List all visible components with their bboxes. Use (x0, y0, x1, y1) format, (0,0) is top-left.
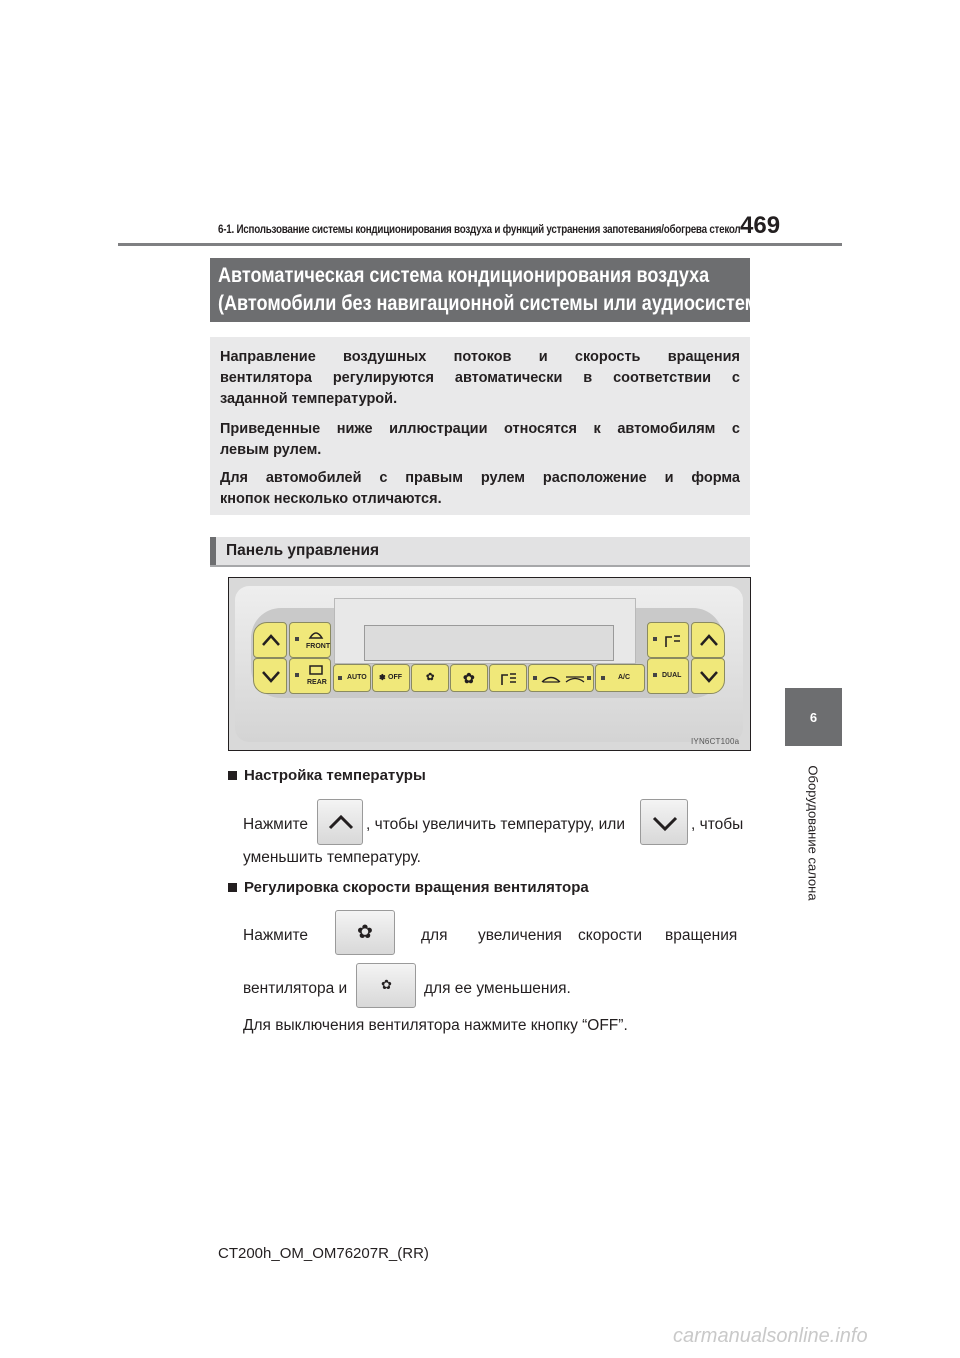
watermark: carmanualsonline.info (673, 1325, 868, 1347)
indicator-led (601, 676, 605, 680)
section-title-line2: (Автомобили без навигационной системы или аудиосистемы Lexus) (218, 292, 837, 315)
section-title-box (210, 258, 837, 322)
indicator-led (653, 637, 657, 641)
heading-accent-bar (210, 537, 216, 565)
fan-up-icon-box (335, 910, 395, 955)
fan-text-l3: Для выключения вентилятора нажмите кнопку “OFF”. (243, 1017, 628, 1034)
temp-text-mid: , чтобы увеличить температуру, или (366, 816, 625, 833)
chevron-up-icon (254, 623, 288, 659)
fan-down-button[interactable] (411, 664, 449, 692)
intro-p1-line3: заданной температурой. (220, 391, 398, 407)
running-header-section: 6-1. Использование системы кондиционирования воздуха и функций устранения запотевания/обогрева стекол (218, 222, 741, 236)
fan-off-button[interactable] (372, 664, 410, 692)
ac-label: A/C (618, 674, 631, 681)
fan-icon: ✽ (379, 673, 386, 682)
temp-text-pre: Нажмите (243, 816, 309, 833)
fan-text-l2b: для ее уменьшения. (424, 980, 571, 997)
temp-text-line2: уменьшить температуру. (243, 849, 421, 866)
right-temp-up-button[interactable] (691, 622, 725, 658)
large-fan-icon: ✿ (463, 670, 475, 686)
dual-label: DUAL (662, 672, 682, 679)
fan-text-l1d: скорости (578, 927, 643, 944)
indicator-led (295, 673, 299, 677)
fan-text-l1e: вращения (665, 927, 738, 944)
bullet-square (228, 883, 237, 892)
small-fan-icon: ✿ (426, 672, 435, 683)
chevron-up-icon (318, 800, 364, 846)
intro-p3-line2: кнопок несколько отличаются. (220, 491, 442, 507)
large-fan-icon: ✿ (357, 922, 373, 943)
temp-down-icon-box (640, 799, 688, 845)
dual-button[interactable] (647, 658, 689, 694)
chevron-down-icon (641, 800, 689, 846)
recirculation-icon (540, 673, 562, 685)
left-temp-up-button[interactable] (253, 622, 287, 658)
chapter-title: Оборудование салона (805, 764, 821, 901)
air-flow-mode-button[interactable] (489, 664, 527, 692)
temp-text-post: , чтобы (691, 816, 744, 833)
airflow-icon (662, 631, 684, 651)
indicator-led (338, 676, 342, 680)
header-rule (118, 243, 842, 246)
illustration-code: IYN6CT100a (691, 737, 740, 746)
intro-p3-line1: Для автомобилей с правым рулем расположение и форма (220, 470, 740, 486)
fan-text-l1a: Нажмите (243, 927, 309, 944)
ac-button[interactable] (595, 664, 645, 692)
intro-p1-line2: вентилятора регулируются автоматически в соответствии с (220, 370, 740, 386)
control-panel-heading-text: Панель управления (226, 542, 380, 559)
auto-label: AUTO (347, 674, 367, 681)
front-defrost-icon (308, 628, 324, 640)
fan-text-l1b: для (421, 927, 448, 944)
control-panel-heading (210, 537, 750, 567)
off-label: OFF (388, 674, 402, 681)
chapter-side-label (760, 765, 866, 900)
front-label: FRONT (306, 643, 331, 650)
chevron-up-icon (692, 623, 726, 659)
outside-air-icon (564, 673, 586, 685)
intro-paragraph-2 (220, 419, 740, 461)
temperature-heading-text: Настройка температуры (244, 767, 426, 784)
air-outlet-mode-button[interactable] (647, 622, 689, 658)
intro-p1-line1: Направление воздушных потоков и скорость вращения (220, 349, 740, 365)
small-fan-icon: ✿ (381, 977, 392, 992)
intro-box (210, 337, 750, 515)
temperature-heading (228, 767, 426, 784)
fan-speed-heading (228, 879, 589, 896)
temp-up-icon-box (317, 799, 363, 845)
recirculation-button[interactable] (528, 664, 594, 692)
rear-defrost-icon (308, 664, 324, 676)
document-code-footer: CT200h_OM_OM76207R_(RR) (218, 1245, 429, 1262)
indicator-led (533, 676, 537, 680)
left-temp-down-button[interactable] (253, 658, 287, 694)
airflow-seat-icon (498, 669, 520, 689)
chapter-number: 6 (809, 709, 818, 725)
indicator-led (295, 637, 299, 641)
page-number: 469 (740, 212, 781, 239)
right-temp-down-button[interactable] (691, 658, 725, 694)
intro-p2-line1: Приведенные ниже иллюстрации относятся к автомобилям с (220, 421, 740, 437)
chevron-down-icon (692, 659, 726, 695)
control-panel-illustration (228, 577, 751, 751)
display-screen (364, 625, 614, 661)
fan-down-icon-box (356, 963, 416, 1008)
front-defrost-button[interactable] (289, 622, 331, 658)
indicator-led (587, 676, 591, 680)
intro-paragraph-1 (220, 347, 740, 410)
fan-speed-heading-text: Регулировка скорости вращения вентилятора (244, 879, 589, 896)
rear-defrost-button[interactable] (289, 658, 331, 694)
intro-p2-line2: левым рулем. (220, 442, 322, 458)
indicator-led (653, 673, 657, 677)
intro-paragraph-3 (220, 468, 740, 510)
auto-button[interactable] (333, 664, 371, 692)
fan-up-button[interactable] (450, 664, 488, 692)
fan-text-l1c: увеличения (478, 927, 562, 944)
fan-text-l2a: вентилятора и (243, 980, 348, 997)
rear-label: REAR (307, 679, 327, 686)
chevron-down-icon (254, 659, 288, 695)
bullet-square (228, 771, 237, 780)
section-title-line1: Автоматическая система кондиционирования воздуха (218, 264, 710, 287)
chapter-tab (785, 688, 842, 746)
